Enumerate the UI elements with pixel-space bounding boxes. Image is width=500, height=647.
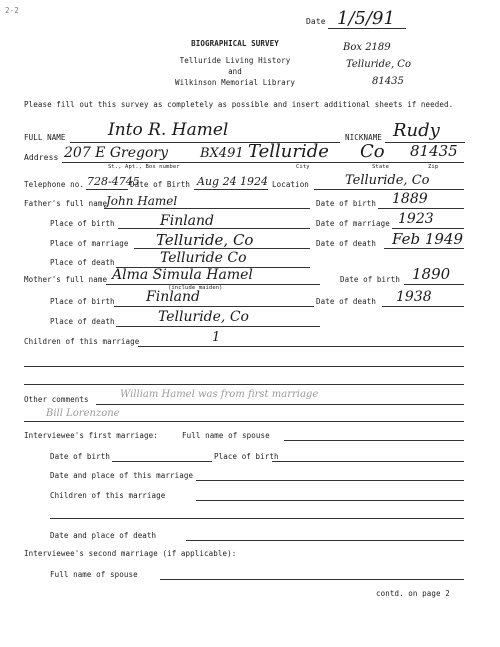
footer-continued: contd. on page 2 [376, 589, 450, 598]
children-line-2 [24, 366, 464, 367]
corner-mark: 2-2 [5, 6, 19, 15]
address-sub-state: State [372, 164, 390, 170]
address-state[interactable]: Co [360, 141, 385, 162]
address-line [62, 162, 464, 163]
first-death-line [186, 540, 464, 541]
first-spouse-line [284, 440, 464, 441]
mother-dob-value[interactable]: 1890 [412, 265, 451, 283]
header-line4: Wilkinson Memorial Library [175, 78, 295, 87]
address-sub-city: City [296, 164, 310, 170]
first-children-label: Children of this marriage [50, 491, 166, 500]
location-line [314, 189, 464, 190]
address-sub-zip: Zip [428, 164, 439, 170]
first-marriage-label: Interviewee's first marriage: [24, 431, 158, 440]
second-marriage-label: Interviewee's second marriage (if applicable): [24, 549, 237, 558]
father-dom-value[interactable]: 1923 [398, 211, 434, 227]
date-label: Date [306, 17, 326, 26]
date-value: 1/5/91 [337, 8, 395, 29]
address-street[interactable]: 207 E Gregory [64, 145, 168, 161]
children-value[interactable]: 1 [212, 330, 221, 345]
mother-pob-value[interactable]: Finland [146, 289, 201, 305]
father-dom-label: Date of marriage [316, 219, 390, 228]
address-sub-street: St., Apt., Box number [108, 164, 180, 170]
mother-dob-label: Date of birth [340, 275, 400, 284]
telephone-label: Telephone no. [24, 180, 84, 189]
father-name-line [104, 208, 310, 209]
mother-maiden-note: (include maiden) [168, 285, 223, 291]
telephone-line [86, 189, 128, 190]
first-dob-line [112, 461, 212, 462]
mother-pod-value[interactable]: Telluride, Co [158, 309, 249, 325]
mother-dod-line [382, 306, 464, 307]
location-value[interactable]: Telluride, Co [345, 173, 430, 188]
header-line2: Telluride Living History [179, 56, 291, 65]
first-pob-line [272, 461, 464, 462]
first-date-place-label: Date and place of this marriage [50, 471, 194, 480]
father-pod-label: Place of death [50, 258, 115, 267]
father-pob-label: Place of birth [50, 219, 115, 228]
father-pom-value[interactable]: Telluride, Co [156, 231, 254, 249]
mother-pob-label: Place of birth [50, 297, 115, 306]
first-date-place-line [196, 480, 464, 481]
address-box[interactable]: BX491 [200, 146, 244, 161]
address-city[interactable]: Telluride [248, 141, 329, 162]
other-comments-line-2 [24, 421, 464, 422]
nickname-label: NICKNAME [345, 133, 382, 142]
dob-value[interactable]: Aug 24 1924 [197, 175, 269, 188]
father-name-value[interactable]: John Hamel [106, 194, 178, 208]
telephone-value[interactable]: 728-4745 [87, 175, 140, 188]
first-children-line-1 [196, 500, 464, 501]
mother-pob-line [114, 306, 314, 307]
father-name-label: Father's full name [24, 199, 108, 208]
father-dod-value[interactable]: Feb 1949 [392, 230, 464, 248]
first-death-label: Date and place of death [50, 531, 157, 540]
full-name-label: FULL NAME [24, 133, 66, 142]
father-dom-line [392, 228, 464, 229]
father-dod-label: Date of death [316, 239, 376, 248]
full-name-value[interactable]: Into R. Hamel [108, 120, 229, 140]
address-label: Address [24, 153, 59, 162]
second-spouse-label: Full name of spouse [50, 570, 138, 579]
mother-pod-line [116, 326, 320, 327]
children-label: Children of this marriage [24, 337, 140, 346]
margin-note-city: Telluride, Co [346, 59, 411, 70]
mother-pod-label: Place of death [50, 317, 115, 326]
first-dob-label: Date of birth [50, 452, 110, 461]
father-pob-value[interactable]: Finland [160, 213, 215, 229]
margin-note-box: Box 2189 [343, 42, 391, 53]
dob-line [194, 189, 268, 190]
margin-note-zip: 81435 [372, 76, 404, 87]
location-label: Location [272, 180, 309, 189]
mother-dod-label: Date of death [316, 297, 376, 306]
father-dob-label: Date of birth [316, 199, 376, 208]
father-pom-label: Place of marriage [50, 239, 129, 248]
mother-name-value[interactable]: Alma Simula Hamel [112, 267, 253, 283]
instructions: Please fill out this survey as completely as possible and insert additional sheets if needed. [24, 100, 454, 109]
other-comments-value-1[interactable]: William Hamel was from first marriage [120, 389, 319, 400]
first-spouse-label: Full name of spouse [182, 431, 270, 440]
father-pod-value[interactable]: Telluride Co [160, 250, 247, 266]
survey-title: BIOGRAPHICAL SURVEY [191, 39, 279, 48]
first-pob-label: Place of birth [214, 452, 279, 461]
children-line-1 [138, 346, 464, 347]
other-comments-value-2[interactable]: Bill Lorenzone [46, 408, 120, 419]
header-line3: and [228, 67, 242, 76]
first-children-line-2 [50, 518, 464, 519]
address-zip[interactable]: 81435 [410, 142, 458, 160]
dob-label: Date of Birth [130, 180, 190, 189]
children-line-3 [24, 384, 464, 385]
father-dob-line [378, 208, 464, 209]
mother-name-label: Mother's full name [24, 275, 108, 284]
mother-dob-line [404, 284, 464, 285]
nickname-value[interactable]: Rudy [393, 120, 440, 141]
mother-dod-value[interactable]: 1938 [396, 289, 432, 305]
other-comments-line-1 [96, 404, 464, 405]
second-spouse-line [160, 579, 464, 580]
father-dob-value[interactable]: 1889 [392, 191, 428, 207]
other-comments-label: Other comments [24, 395, 89, 404]
father-dod-line [384, 248, 464, 249]
